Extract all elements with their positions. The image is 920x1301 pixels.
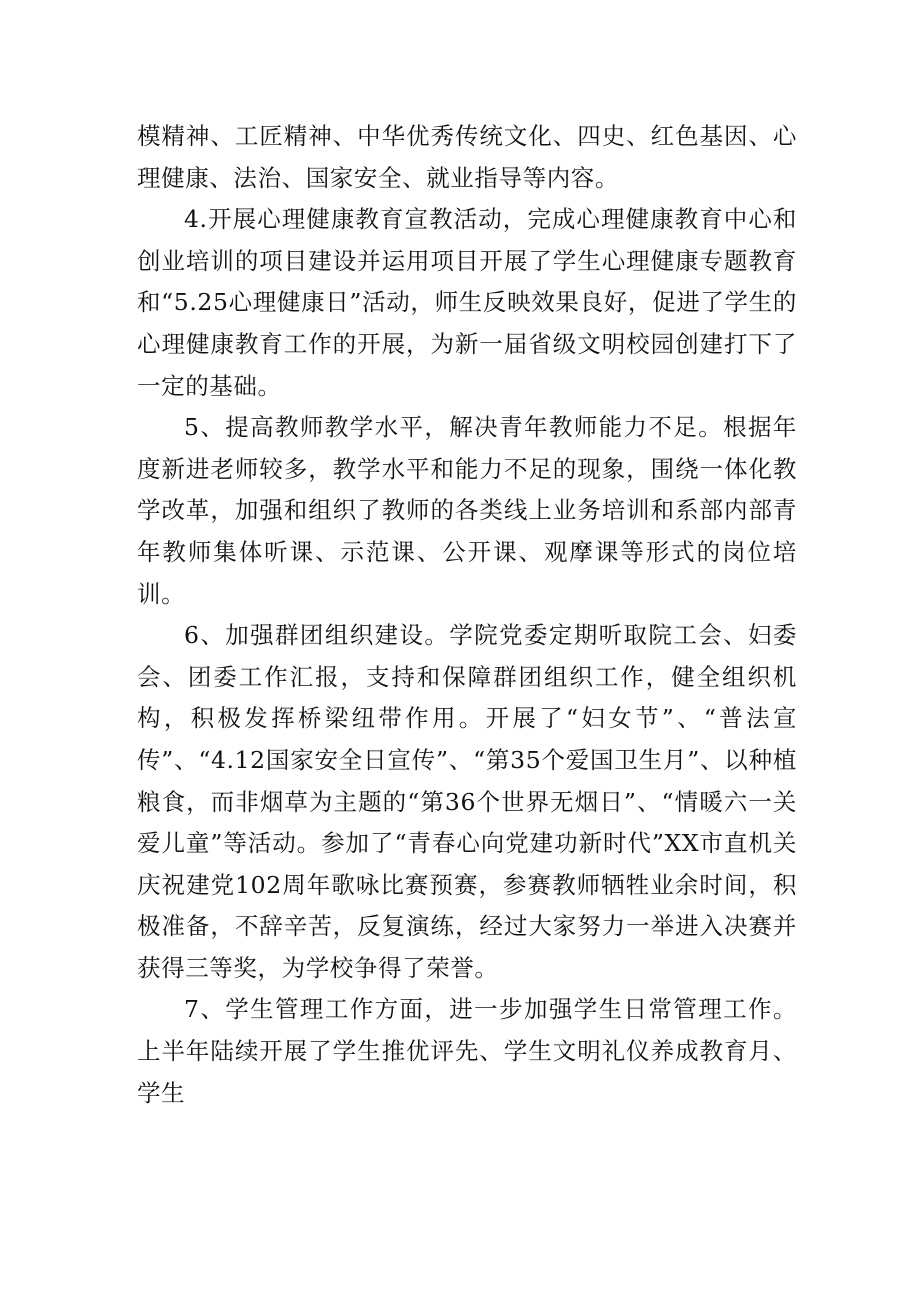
paragraph-item-6: 6、加强群团组织建设。学院党委定期听取院工会、妇委会、团委工作汇报，支持和保障群团组织工作，健全组织机构，积极发挥桥梁纽带作用。开展了“妇女节”、“普法宣传”、“4.12国家安全日宣传”、“第35个爱国卫生月”、以种植粮食，而非烟草为主题的“第36个世界无烟日”、“情暖六一关爱儿童”等活动。参加了“青春心向党建功新时代”XX市直机关庆祝建党102周年歌咏比赛预赛，参赛教师牺牲业余时间，积极准备，不辞辛苦，反复演练，经过大家努力一举进入决赛并获得三等奖，为学校争得了荣誉。	[137, 621, 797, 982]
paragraph-continuation: 模精神、工匠精神、中华优秀传统文化、四史、红色基因、心理健康、法治、国家安全、就业指导等内容。	[137, 122, 797, 192]
paragraph-item-4: 4.开展心理健康教育宣教活动，完成心理健康教育中心和创业培训的项目建设并运用项目开展了学生心理健康专题教育和“5.25心理健康日”活动，师生反映效果良好，促进了学生的心理健康教育工作的开展，为新一届省级文明校园创建打下了一定的基础。	[137, 205, 797, 400]
paragraph-item-5: 5、提高教师教学水平，解决青年教师能力不足。根据年度新进老师较多，教学水平和能力不足的现象，围绕一体化教学改革，加强和组织了教师的各类线上业务培训和系部内部青年教师集体听课、示范课、公开课、观摩课等形式的岗位培训。	[137, 413, 797, 608]
document-body	[137, 116, 797, 1114]
paragraph-item-7: 7、学生管理工作方面，进一步加强学生日常管理工作。上半年陆续开展了学生推优评先、学生文明礼仪养成教育月、学生	[137, 995, 797, 1107]
